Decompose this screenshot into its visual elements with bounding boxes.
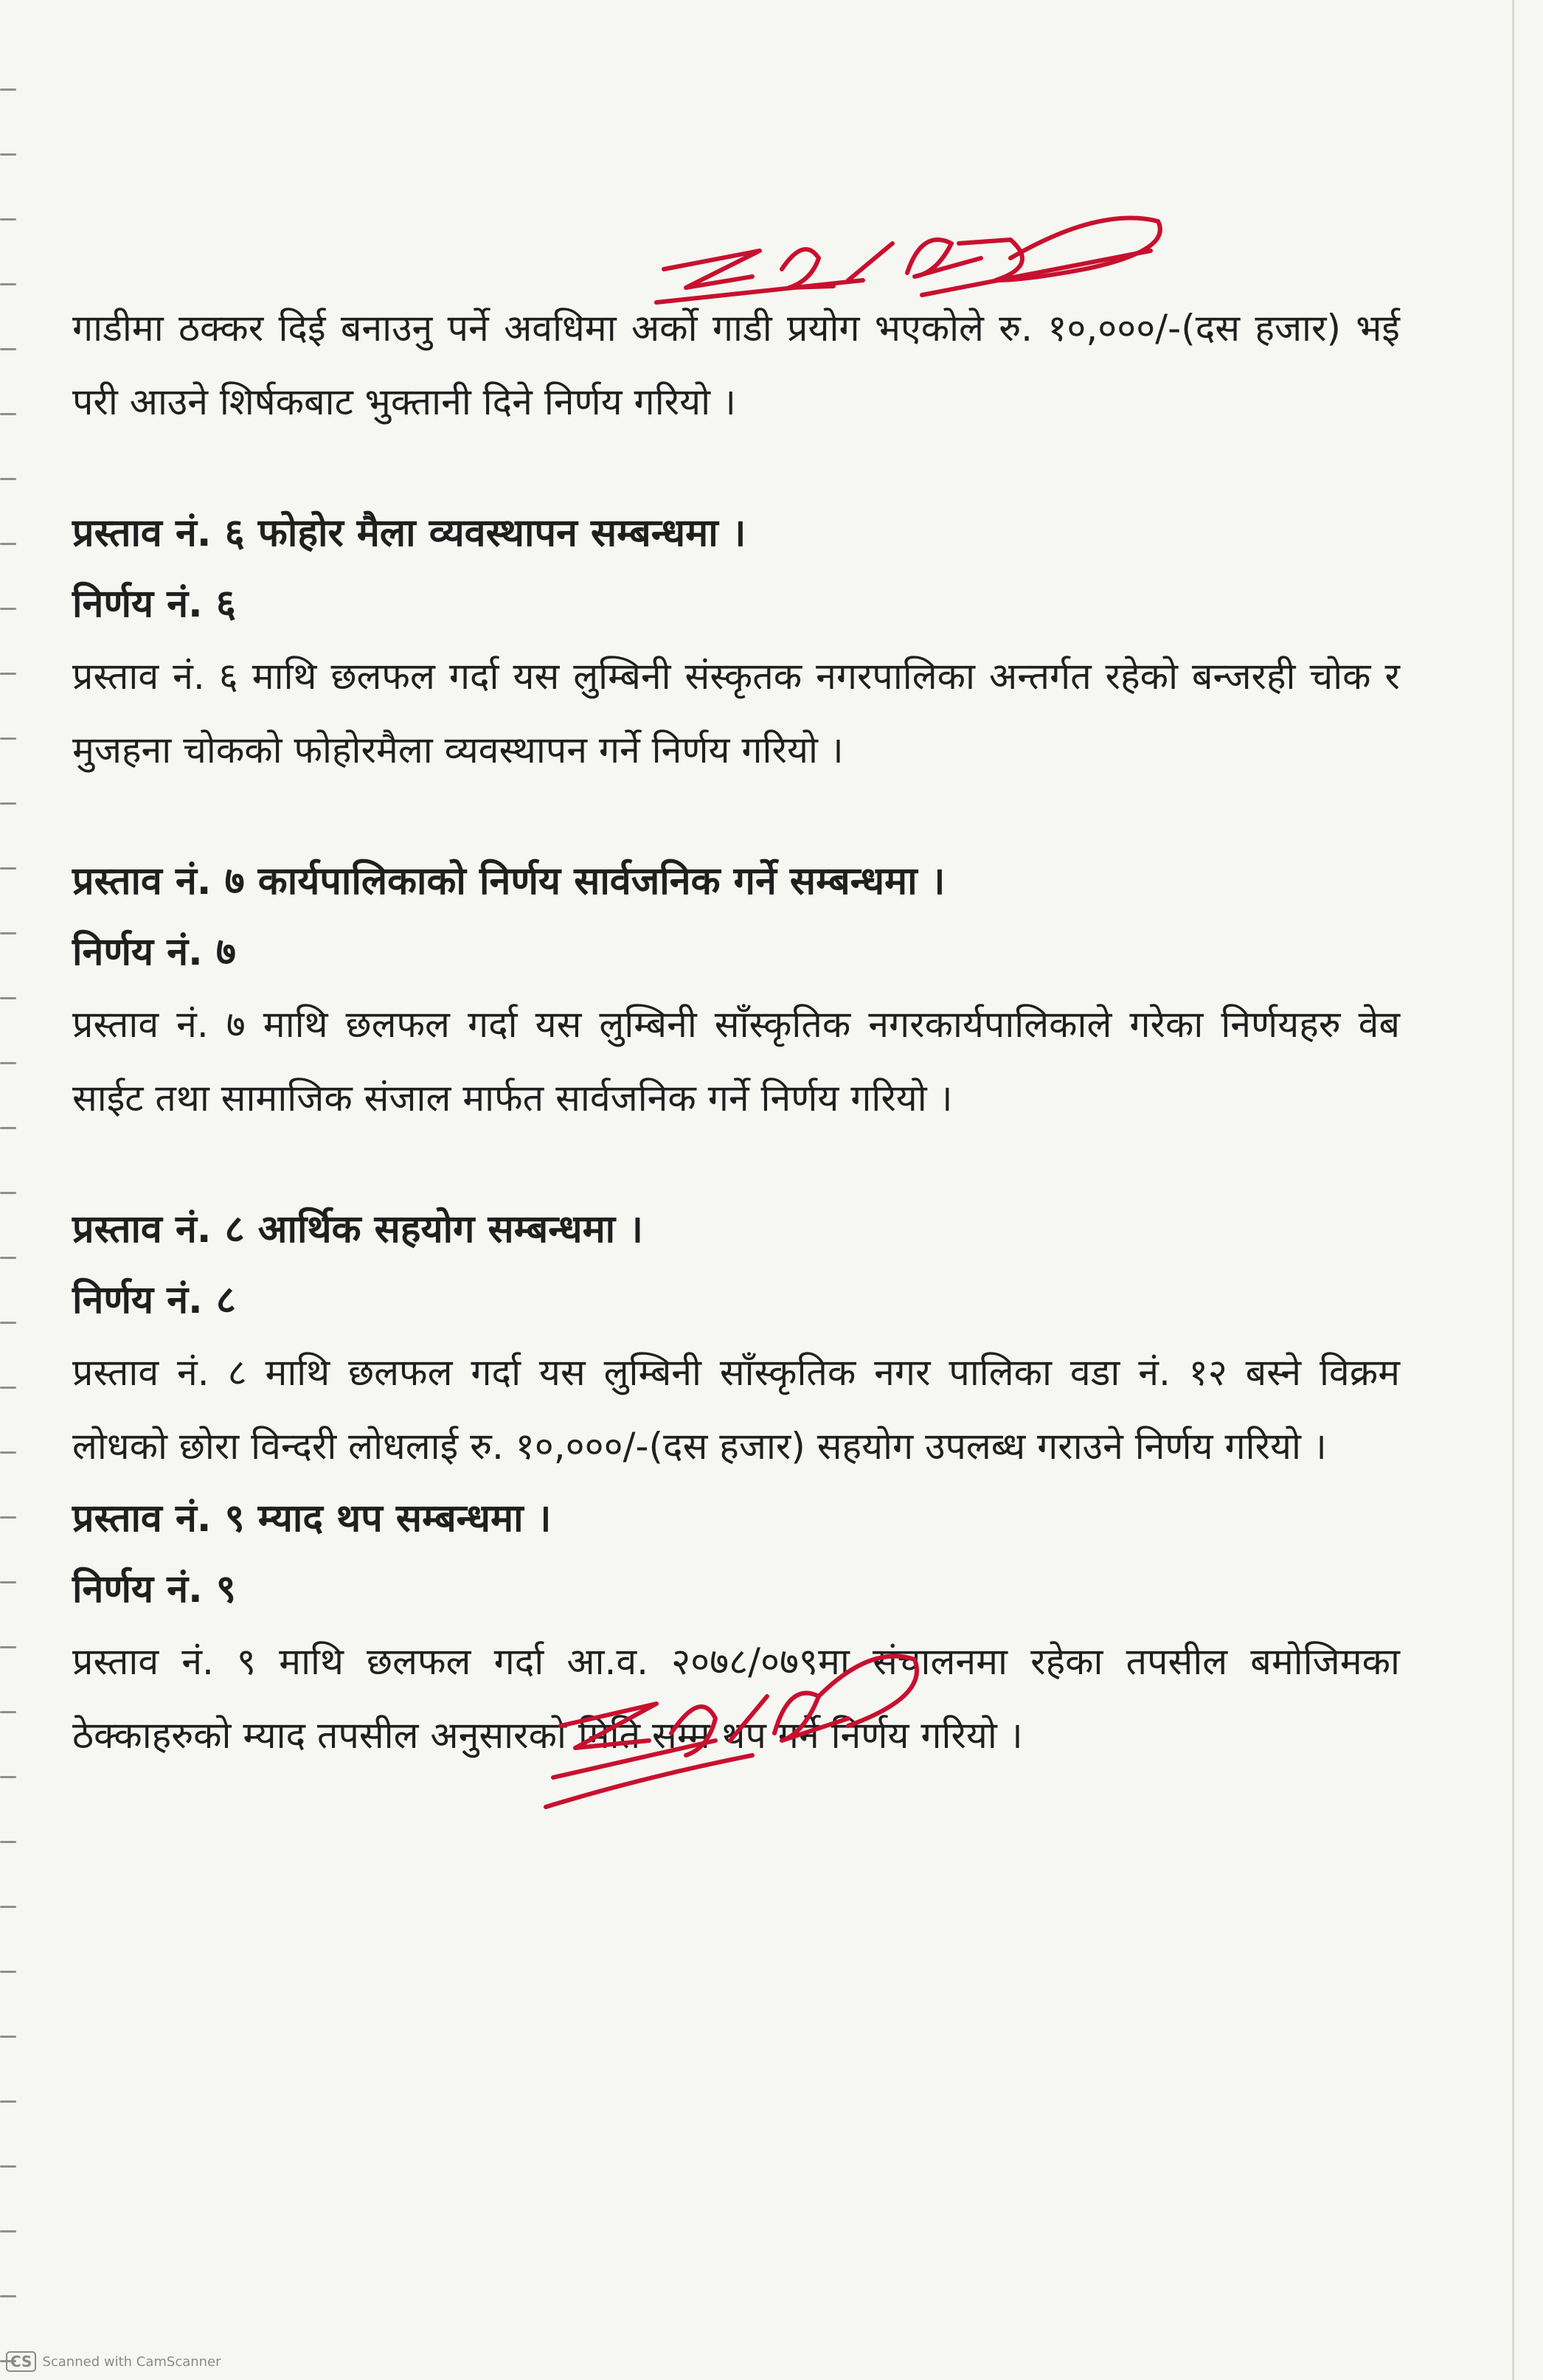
- decision-body-8: प्रस्ताव नं. ८ माथि छलफल गर्दा यस लुम्बिनी साँस्कृतिक नगर पालिका वडा नं. १२ बस्ने विक्रम लोधको छोरा विन्दरी लोधलाई रु. १०,०००/-(दस हजार) सहयोग उपलब्ध गराउने निर्णय गरियो ।: [72, 1351, 1400, 1468]
- ruling-mark: [0, 1062, 16, 1064]
- ruling-mark: [0, 1581, 16, 1583]
- ruling-mark: [0, 348, 16, 350]
- document-body: [72, 291, 1400, 1772]
- proposal-heading-8: प्रस्ताव नं. ८ आर्थिक सहयोग सम्बन्धमा ।: [72, 1207, 643, 1252]
- decision-body-7: प्रस्ताव नं. ७ माथि छलफल गर्दा यस लुम्बिनी साँस्कृतिक नगरकार्यपालिकाले गरेका निर्णयहरु वेब साईट तथा सामाजिक संजाल मार्फत सार्वजनिक गर्ने निर्णय गरियो ।: [72, 1003, 1400, 1120]
- ruling-mark: [0, 413, 16, 415]
- ruling-mark: [0, 283, 16, 285]
- signature-bottom: [531, 1630, 944, 1822]
- ruling-mark: [0, 89, 16, 91]
- ruling-mark: [0, 2036, 16, 2038]
- decision-heading-9: निर्णय नं. ९: [72, 1567, 236, 1611]
- ruling-mark: [0, 543, 16, 545]
- scanner-watermark-text: Scanned with CamScanner: [42, 2353, 221, 2370]
- ruling-mark: [0, 153, 16, 156]
- ruling-mark: [0, 2100, 16, 2103]
- ruling-mark: [0, 2295, 16, 2297]
- intro-paragraph: गाडीमा ठक्कर दिई बनाउनु पर्ने अवधिमा अर्को गाडी प्रयोग भएकोले रु. १०,०००/-(दस हजार) भई परी आउने शिर्षकबाट भुक्तानी दिने निर्णय गरियो ।: [72, 307, 1400, 423]
- ruling-mark: [0, 218, 16, 221]
- ruling-mark: [0, 1387, 16, 1389]
- ruling-mark: [0, 802, 16, 805]
- decision-heading-7: निर्णय नं. ७: [72, 930, 236, 974]
- ruling-mark: [0, 1646, 16, 1648]
- ruling-mark: [0, 2230, 16, 2232]
- proposal-heading-7: प्रस्ताव नं. ७ कार्यपालिकाको निर्णय सार्वजनिक गर्ने सम्बन्धमा ।: [72, 859, 946, 903]
- ruling-mark: [0, 608, 16, 610]
- decision-heading-8: निर्णय नं. ८: [72, 1278, 236, 1322]
- ruling-mark: [0, 738, 16, 740]
- ruling-mark: [0, 1906, 16, 1908]
- ruling-mark: [0, 1322, 16, 1324]
- ruling-mark: [0, 673, 16, 675]
- decision-body-6: प्रस्ताव नं. ६ माथि छलफल गर्दा यस लुम्बिनी संस्कृतक नगरपालिका अन्तर्गत रहेको बन्जरही चोक र मुजहना चोकको फोहोरमैला व्यवस्थापन गर्ने निर्णय गरियो ।: [72, 655, 1400, 771]
- decision-heading-6: निर्णय नं. ६: [72, 582, 236, 626]
- ruling-mark: [0, 1516, 16, 1519]
- ruling-mark: [0, 478, 16, 480]
- ruling-mark: [0, 932, 16, 934]
- decision-body-9: प्रस्ताव नं. ९ माथि छलफल गर्दा आ.व. २०७८/०७९मा संचालनमा रहेका तपसील बमोजिमका ठेक्काहरुको म्याद तपसील अनुसारको मिति सम्म थप गर्ने निर्णय गरियो ।: [72, 1640, 1400, 1757]
- ruling-mark: [0, 1711, 16, 1713]
- scanner-watermark: [6, 2351, 221, 2372]
- ruling-mark: [0, 1776, 16, 1778]
- ruling-mark: [0, 2165, 16, 2168]
- ruling-mark: [0, 1451, 16, 1454]
- ruling-mark: [0, 1971, 16, 1973]
- ruling-mark: [0, 1841, 16, 1843]
- ruling-mark: [0, 1127, 16, 1129]
- proposal-heading-6: प्रस्ताव नं. ६ फोहोर मैला व्यवस्थापन सम्बन्धमा ।: [72, 511, 746, 555]
- right-margin-line: [1512, 0, 1514, 2380]
- proposal-heading-9: प्रस्ताव नं. ९ म्याद थप सम्बन्धमा ।: [72, 1496, 552, 1541]
- ruling-mark: [0, 1257, 16, 1259]
- ruling-mark: [0, 997, 16, 999]
- ruling-mark: [0, 1192, 16, 1194]
- camscanner-logo: CS: [6, 2351, 36, 2372]
- notebook-ruling: [0, 0, 22, 2380]
- ruling-mark: [0, 867, 16, 870]
